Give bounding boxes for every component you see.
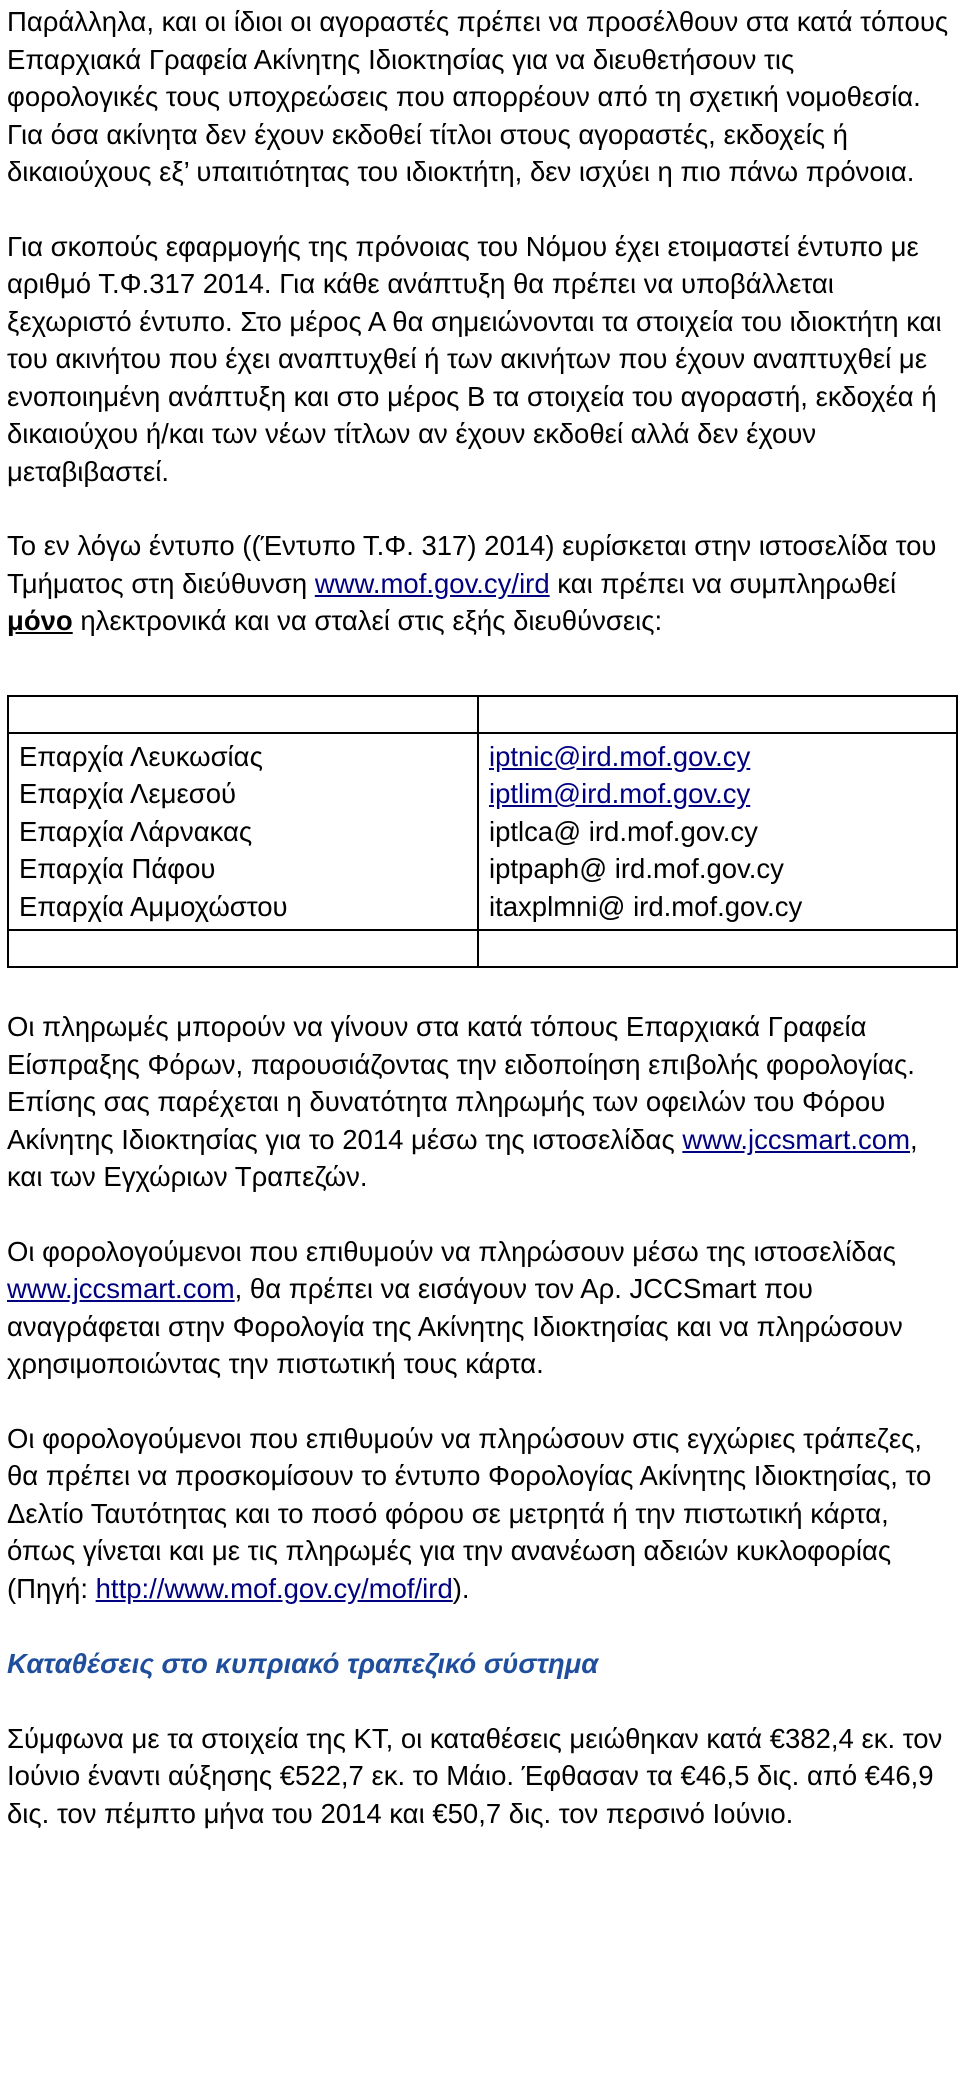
text-segment: , και των Εγχώριων Τραπεζών. xyxy=(7,1123,918,1192)
text-segment: ηλεκτρονικά και να σταλεί στις εξής διευθύνσεις: xyxy=(72,605,663,636)
paragraph-bank-payment xyxy=(7,1420,953,1608)
email-paphos: iptpaph@ ird.mof.gov.cy xyxy=(489,853,784,884)
district-names-cell xyxy=(8,733,478,931)
text-segment: ). xyxy=(452,1572,470,1604)
email-link-nicosia[interactable]: iptnic@ird.mof.gov.cy xyxy=(489,740,751,772)
table-cell-empty xyxy=(8,696,478,733)
paragraph-deposits: Σύμφωνα με τα στοιχεία της ΚΤ, οι καταθέσεις μειώθηκαν κατά €382,4 εκ. τον Ιούνιο έναντι αύξησης €522,7 εκ. το Μάιο. Έφθασαν τα €46,5 δις. από €46,9 δις. τον πέμπτο μήνα του 2014 και €50,7 δις. τον περσινό Ιούνιο. xyxy=(7,1722,943,1829)
paragraph-form-description: Για σκοπούς εφαρμογής της πρόνοιας του Νόμου έχει ετοιμαστεί έντυπο με αριθμό Τ.Φ.317 2014. Για κάθε ανάπτυξη θα πρέπει να υποβάλλεται ξεχωριστό έντυπο. Στο μέρος Α θα σημειώνονται τα στοιχεία του ιδιοκτήτη και του ακινήτου που έχει αναπτυχθεί ή των ακινήτων που έχουν αναπτυχθεί με ενοποιημένη ανάπτυξη και στο μέρος Β τα στοιχεία του αγοραστή, εκδοχέα ή δικαιούχου ή/και των νέων τίτλων αν έχουν εκδοθεί αλλά δεν έχουν μεταβιβαστεί. xyxy=(7,230,942,487)
email-link-limassol[interactable]: iptlim@ird.mof.gov.cy xyxy=(489,778,751,809)
table-row-empty-bottom xyxy=(8,930,957,967)
paragraph-payments xyxy=(7,1008,953,1196)
paragraph-online-payment xyxy=(7,1233,953,1383)
text-segment: , θα πρέπει να εισάγουν τον Αρ. JCCSmart που αναγράφεται στην Φορολογία της Ακίνητης Ιδιοκτησίας και να πληρώσουν χρησιμοποιώντας την πιστωτική τους κάρτα. xyxy=(7,1273,903,1379)
table-row-empty-top xyxy=(8,696,957,733)
text-segment: Οι πληρωμές μπορούν να γίνουν στα κατά τόπους Επαρχιακά Γραφεία Είσπραξης Φόρων, παρουσιάζοντας την ειδοποίηση επιβολής φορολογίας. Επίσης σας παρέχεται η δυνατότητα πληρωμής των οφειλών του Φόρου Ακίνητης Ιδιοκτησίας για το 2014 μέσω της ιστοσελίδας xyxy=(7,1011,915,1155)
table-row-content xyxy=(8,733,957,931)
district-name: Επαρχία Λεμεσού xyxy=(19,778,237,809)
mof-ird-link[interactable]: http://www.mof.gov.cy/mof/ird xyxy=(95,1572,453,1604)
district-email-table xyxy=(7,695,958,969)
district-emails-cell xyxy=(478,733,957,931)
section-heading-deposits: Καταθέσεις στο κυπριακό τραπεζικό σύστημα xyxy=(7,1648,599,1679)
document-body xyxy=(7,0,953,1832)
table-cell-empty xyxy=(478,696,957,733)
paragraph-form-location xyxy=(7,527,953,640)
email-larnaca: iptlca@ ird.mof.gov.cy xyxy=(489,815,758,847)
district-name: Επαρχία Λευκωσίας xyxy=(19,740,263,772)
text-segment: Το εν λόγω έντυπο ((Έντυπο Τ.Φ. 317) 2014) ευρίσκεται στην ιστοσελίδα του Τμήματος στη διεύθυνση xyxy=(7,530,937,599)
paragraph-buyers-obligations: Παράλληλα, και οι ίδιοι οι αγοραστές πρέπει να προσέλθουν στα κατά τόπους Επαρχιακά Γραφεία Ακίνητης Ιδιοκτησίας για να διευθετήσουν τις φορολογικές τους υποχρεώσεις που απορρέουν από τη σχετική νομοθεσία. Για όσα ακίνητα δεν έχουν εκδοθεί τίτλοι στους αγοραστές, εκδοχείς ή δικαιούχους εξ’ υπαιτιότητας του ιδιοκτήτη, δεν ισχύει η πιο πάνω πρόνοια. xyxy=(7,6,949,187)
jccsmart-link[interactable]: www.jccsmart.com xyxy=(682,1123,910,1155)
district-name: Επαρχία Λάρνακας xyxy=(19,815,253,847)
district-name: Επαρχία Αμμοχώστου xyxy=(19,890,288,922)
ird-website-link[interactable]: www.mof.gov.cy/ird xyxy=(314,567,550,599)
text-segment: Οι φορολογούμενοι που επιθυμούν να πληρώσουν στις εγχώριες τράπεζες, θα πρέπει να προσκομίσουν το έντυπο Φορολογίας Ακίνητης Ιδιοκτησίας, το Δελτίο Ταυτότητας και το ποσό φόρου σε μετρητά ή την πιστωτική κάρτα, όπως γίνεται και με τις πληρωμές για την ανανέωση αδειών κυκλοφορίας (Πηγή: xyxy=(7,1422,932,1604)
table-cell-empty xyxy=(8,930,478,967)
email-famagusta: itaxplmni@ ird.mof.gov.cy xyxy=(489,890,803,922)
district-name: Επαρχία Πάφου xyxy=(19,853,216,884)
emphasis-only: μόνο xyxy=(7,605,73,636)
table-cell-empty xyxy=(478,930,957,967)
text-segment: και πρέπει να συμπληρωθεί xyxy=(549,567,897,599)
text-segment: Οι φορολογούμενοι που επιθυμούν να πληρώσουν μέσω της ιστοσελίδας xyxy=(7,1235,896,1267)
jccsmart-link[interactable]: www.jccsmart.com xyxy=(7,1273,235,1304)
